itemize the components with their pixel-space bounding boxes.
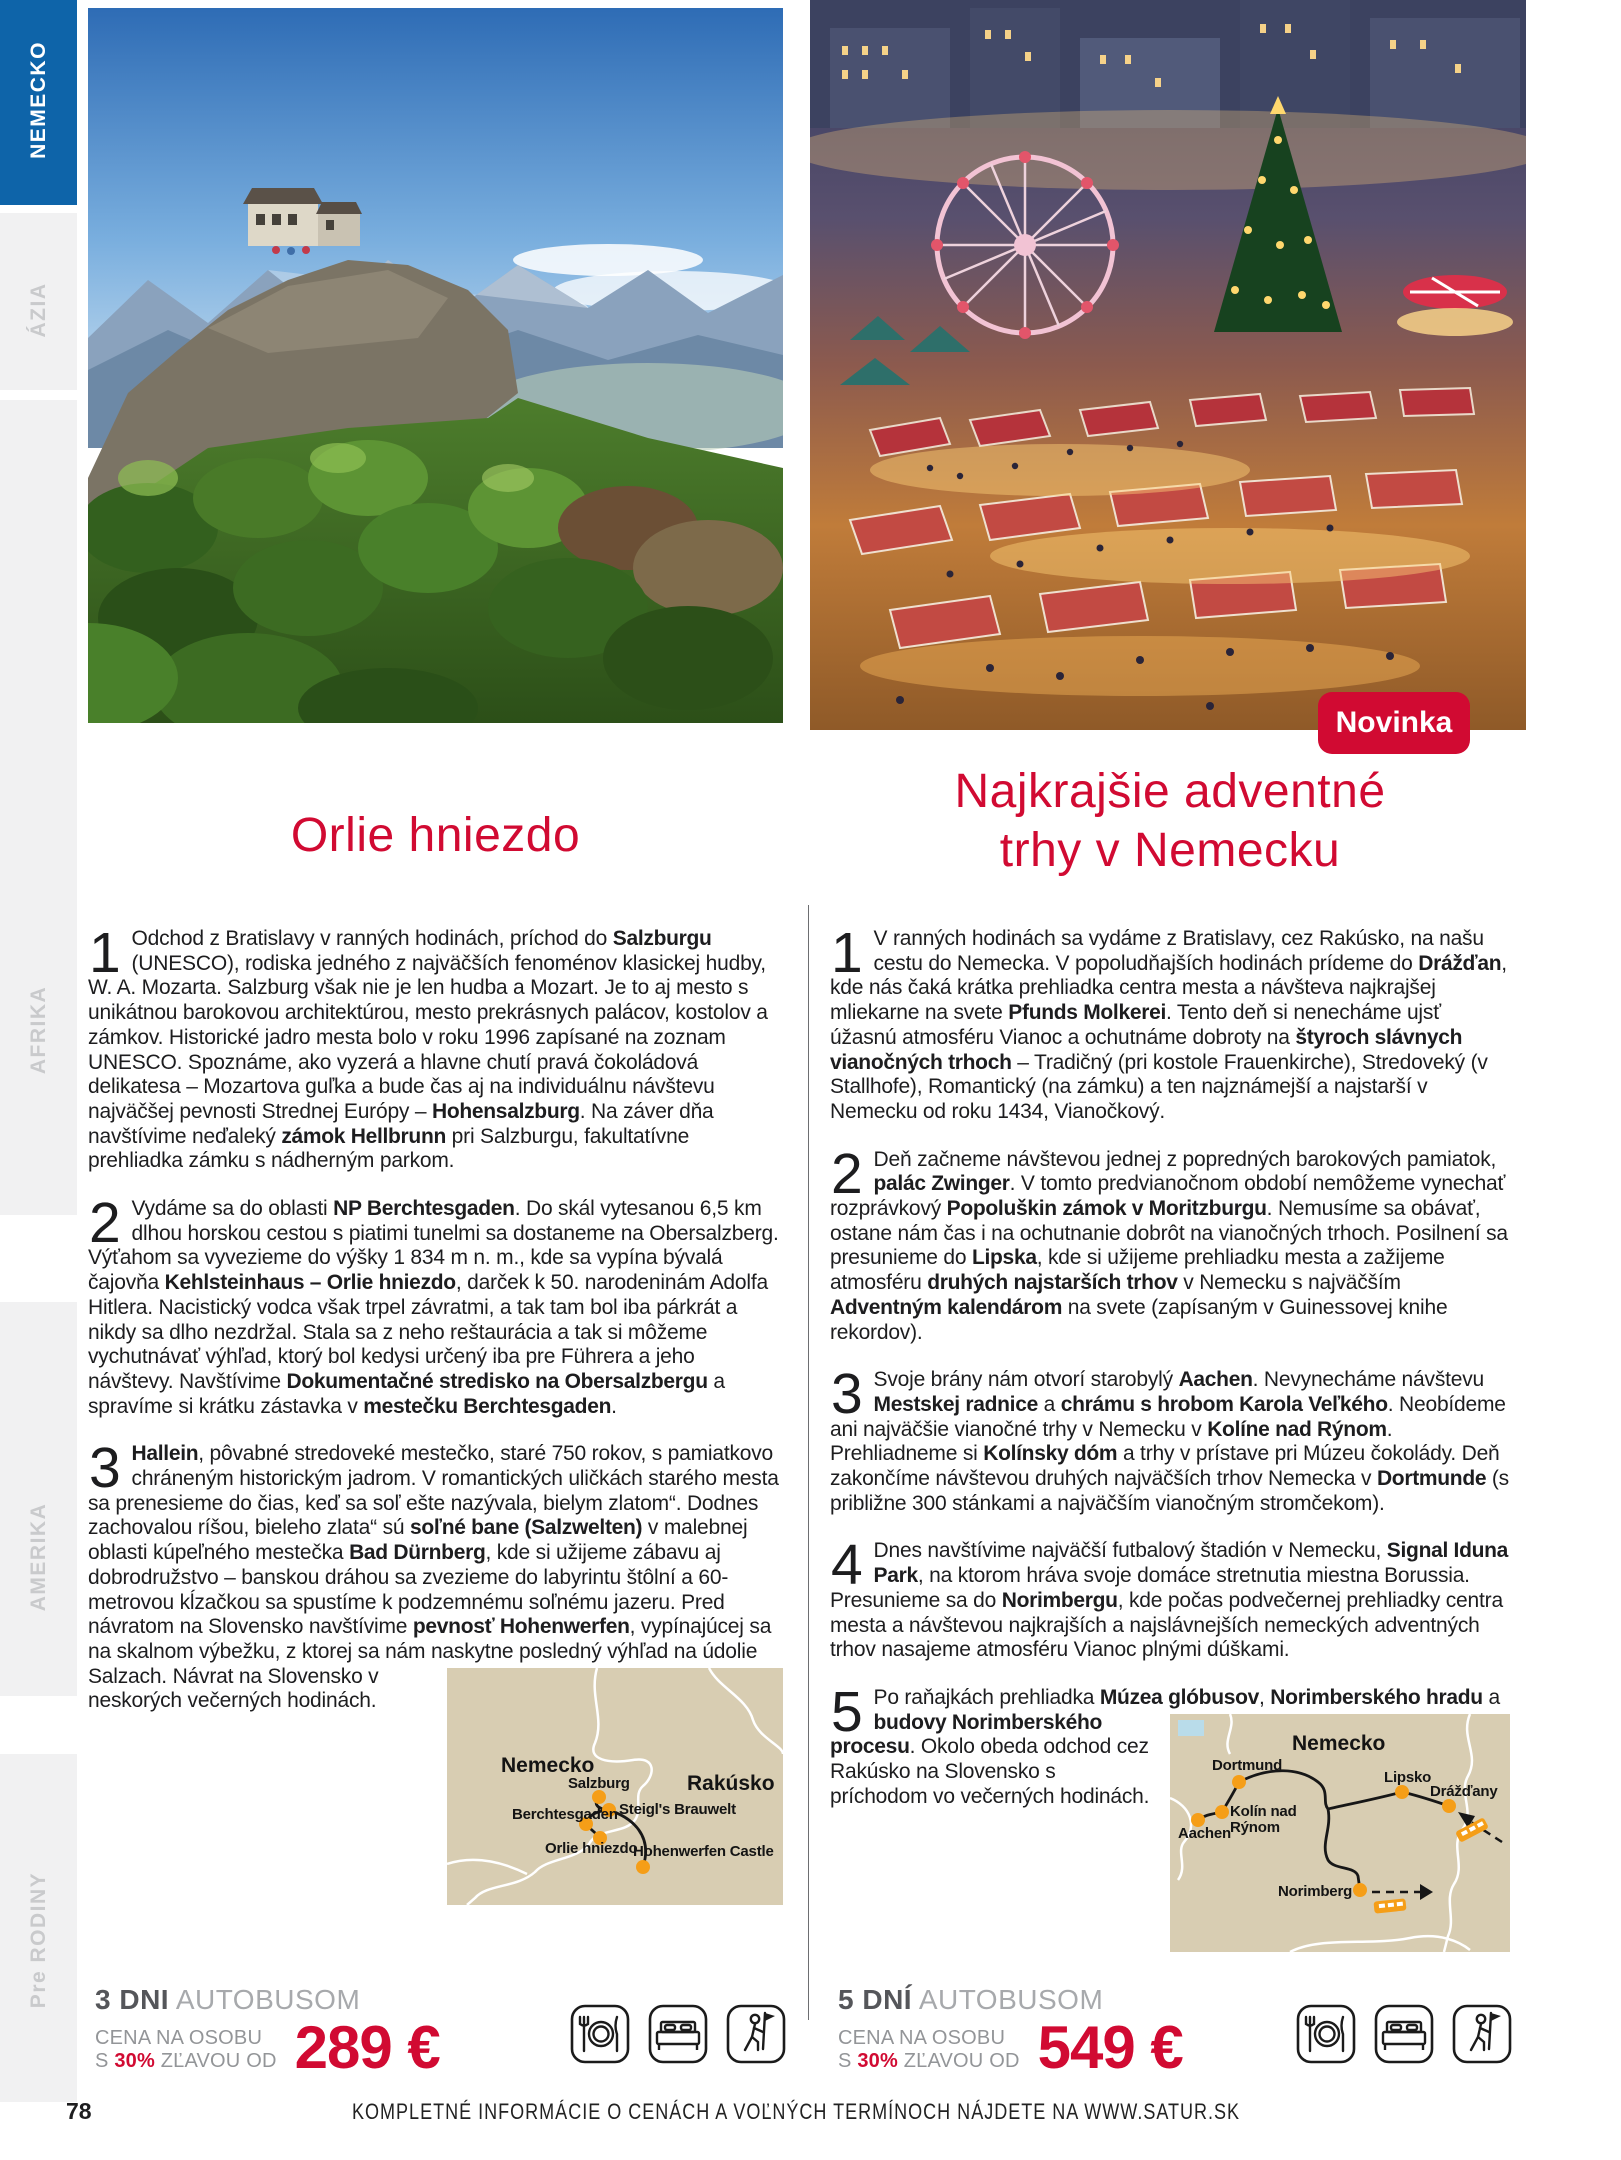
price-amount: 549 € <box>1037 2014 1183 2081</box>
map-city-label: Norimberg <box>1278 1882 1353 1900</box>
day-text: Svoje brány nám otvorí starobylý Aachen. Nevynecháme návštevu Mestskej radnice a chrámu s hrobom Karola Veľkého. Neobídeme ani najväčšie vianočné trhy v Nemecku v Kolíne nad Rýnom. Prehliadneme si Kolínsky dóm a trhy v prístave pri Múzeu čokolády. Deň zakončíme návštevou druhých najväčších trhov Nemecka v Dortmunde (s približne 300 stánkami a najväčším vianočným stromčekom). <box>830 1368 1509 1515</box>
map-city-label: Lipsko <box>1384 1768 1432 1786</box>
right-price-block <box>838 2014 1183 2081</box>
route-map-adventne-trhy <box>1170 1714 1510 1952</box>
day-number: 4 <box>831 1533 863 1598</box>
sidebar-tab-label: Pre RODINY <box>26 1871 50 2009</box>
right-service-icons <box>1296 2004 1512 2064</box>
discount-value: 30% <box>114 2050 155 2072</box>
duration-days: 5 DNÍ <box>838 1984 913 2015</box>
column-divider <box>808 905 809 2020</box>
duration-days: 3 DNI <box>95 1984 170 2015</box>
restaurant-icon <box>570 2004 630 2064</box>
map-city-label: Kolín nad Rýnom <box>1230 1802 1297 1836</box>
itinerary-day-1 <box>830 921 1510 1125</box>
map-city-label: Steigl's Brauwelt <box>619 1800 736 1818</box>
day-number: 1 <box>89 921 121 985</box>
price-amount: 289 € <box>294 2014 440 2081</box>
day-text: údolie Salzach. Návrat na Slovensko v neskorých večerných hodinách. <box>88 1639 758 1713</box>
itinerary-day-4 <box>830 1533 1510 1663</box>
sidebar-tab-label: ÁZIA <box>26 282 50 338</box>
itinerary-day-1 <box>88 921 783 1174</box>
day-text: Dnes navštívime najväčší futbalový štadión v Nemecku, Signal Iduna Park, na ktorom hráva svoje domáce stretnutia miestna Borussia. Presunieme sa do Norimbergu, kde počas podvečernej prehliadky centra mesta a návštevou najkrajších a najslávnejších nemeckých adventných trhov nasajeme atmosféru Vianoc plnými dúškami. <box>830 1539 1509 1662</box>
map-city-label: Aachen <box>1178 1824 1231 1842</box>
price-labels <box>95 2018 277 2073</box>
restaurant-icon <box>1296 2004 1356 2064</box>
map-city-label: Orlie hniezdo <box>545 1839 638 1857</box>
left-duration <box>95 1984 360 2016</box>
map-city-label: Drážďany <box>1430 1782 1498 1800</box>
itinerary-day-3 <box>830 1362 1510 1516</box>
sidebar-tab-pre-rodiny[interactable] <box>0 1754 77 2102</box>
map-region-label: Rakúsko <box>687 1771 775 1795</box>
bed-icon <box>1374 2004 1434 2064</box>
sidebar-tab-nemecko[interactable] <box>0 0 77 205</box>
day-text: a budovy Norimberského procesu. Okolo obeda odchod cez Rakúsko na Slovensko s príchodom vo večerných hodinách. <box>830 1685 1500 1808</box>
christmas-market-photo <box>810 0 1526 730</box>
itinerary-day-2 <box>830 1141 1510 1346</box>
hiking-guide-icon <box>726 2004 786 2064</box>
left-itinerary <box>88 921 783 1905</box>
day-number: 2 <box>831 1141 863 1206</box>
map-region-label: Nemecko <box>501 1753 595 1777</box>
day-number: 3 <box>89 1436 121 1501</box>
itinerary-day-5 <box>830 1679 1510 1900</box>
page-number: 78 <box>66 2098 92 2124</box>
price-label-line2: S 30% ZĽAVOU OD <box>95 2050 277 2072</box>
day-number: 3 <box>831 1362 863 1427</box>
right-itinerary <box>830 921 1510 1952</box>
novinka-badge <box>1318 692 1470 754</box>
right-tour-title-line1: Najkrajšie adventné <box>954 765 1386 818</box>
duration-transport: AUTOBUSOM <box>918 1984 1104 2015</box>
sidebar-tab-azia[interactable] <box>0 213 77 390</box>
right-tour-title <box>830 762 1510 880</box>
day-text: Hallein, pôvabné stredoveké mestečko, staré 750 rokov, s pamiatkovo chráneným historickým jadrom. V romantických uličkách starého mesta sa prenesieme do čias, keď sa soľ ešte nazývala, bielym zlatom“. Dodnes zachovalou ríšou, bieleho zlata“ sú soľné bane (Salzwelten) v malebnej oblasti kúpeľného mestečka Bad Dürnberg, kde si užijeme zábavu aj dobrodružstvo – banskou dráhou sa zvezieme do labyrintu štôlní a 60-metrovou kĺzačkou sa spustíme k podzemnému soľnému jazeru. Pred návratom na Slovensko navštívime pevnosť Hohenwerfen, vypínajúcej sa na skalnom výbežku, z ktorej sa nám naskytne posledný výhľad na <box>88 1442 779 1663</box>
price-label-line2: S 30% ZĽAVOU OD <box>838 2050 1020 2072</box>
day-number: 5 <box>831 1679 863 1744</box>
route-map-orlie-hniezdo <box>447 1668 783 1905</box>
day-text: Po raňajkách prehliadka Múzea glóbusov, Norimberského hradu <box>873 1685 1483 1709</box>
sidebar-tab-label: NEMECKO <box>26 41 50 159</box>
day-text: Deň začneme návštevou jednej z popredných barokových pamiatok, palác Zwinger. V tomto predvianočnom období nemôžeme vynechať rozprávkový Popoluškin zámok v Moritzburgu. Nemusíme sa obávať, ostane nám čas i na ochutnanie dobrôt na vianočných trhoch. Posilnení sa presunieme do Lipska, kde si užijeme prehliadku mesta a zažijeme atmosféru druhých najstarších trhov v Nemecku s najväčším Adventným kalendárom na svete (zapísaným v Guinessovej knihe rekordov). <box>830 1147 1508 1344</box>
map-region-label: Nemecko <box>1292 1731 1386 1755</box>
sidebar-tab-amerika[interactable] <box>0 1302 77 1696</box>
day-text: Odchod z Bratislavy v ranných hodinách, príchod do Salzburgu (UNESCO), rodiska jedného z najväčších fenoménov klasickej hudby, W. A. Mozarta. Salzburg však nie je len hudba a Mozart. Je to aj mesto s unikátnou barokovou architektúrou, mesto prekrásnych palácov, kostolov a zámkov. Historické jadro mesta bolo v roku 1996 zapísané na zoznam UNESCO. Spoznáme, ako vyzerá a hlavne chutí pravá čokoládová delikatesa – Mozartova guľka a bude čas aj na individuálnu návštevu najväčšej pevnosti Strednej Európy – Hohensalzburg. Na záver dňa navštívime neďaleký zámok Hellbrunn pri Salzburgu, fakultatívne prehliadka zámku s nádherným parkom. <box>88 927 768 1173</box>
day-text: V ranných hodinách sa vydáme z Bratislavy, cez Rakúsko, na našu cestu do Nemecka. V popoludňajších hodinách prídeme do Drážďan, kde nás čaká krátka prehliadka centra mesta a návšteva najkrajšej mliekarne na svete Pfunds Molkerei. Tento deň si nenecháme ujsť úžasnú atmosféru Vianoc a ochutnáme dobroty na štyroch slávnych vianočných trhoch – Tradičný (pri kostole Frauenkirche), Stredoveký (v Stallhofe), Romantický (na zámku) a ten najznámejší a najstarší v Nemecku od roku 1434, Vianočkový. <box>830 927 1507 1123</box>
itinerary-day-3 <box>88 1436 783 1860</box>
footer-note: KOMPLETNÉ INFORMÁCIE O CENÁCH A VOĽNÝCH TERMÍNOCH NÁJDETE NA WWW.SATUR.SK <box>352 2099 1241 2124</box>
day-number: 1 <box>831 921 863 985</box>
discount-value: 30% <box>857 2050 898 2072</box>
bed-icon <box>648 2004 708 2064</box>
map-city-label: Salzburg <box>568 1774 630 1792</box>
map-city-label: Hohenwerfen Castle <box>633 1842 774 1860</box>
left-service-icons <box>570 2004 786 2064</box>
itinerary-day-2 <box>88 1191 783 1419</box>
map-city-label: Dortmund <box>1212 1756 1283 1774</box>
map-city-label: Berchtesgaden <box>512 1805 618 1823</box>
price-label-line1: CENA NA OSOBU <box>838 2027 1006 2049</box>
sidebar-tab-label: AMERIKA <box>26 1502 50 1612</box>
price-labels <box>838 2018 1020 2073</box>
day-number: 2 <box>89 1191 121 1256</box>
eagles-nest-photo <box>88 8 783 723</box>
duration-transport: AUTOBUSOM <box>175 1984 361 2015</box>
hiking-guide-icon <box>1452 2004 1512 2064</box>
novinka-badge-label: Novinka <box>1335 706 1453 739</box>
left-price-block <box>95 2014 440 2081</box>
right-tour-title-line2: trhy v Nemecku <box>999 824 1341 877</box>
right-duration <box>838 1984 1103 2016</box>
left-tour-title: Orlie hniezdo <box>290 809 581 862</box>
sidebar-tab-label: AFRIKA <box>26 985 50 1075</box>
day-text: Vydáme sa do oblasti NP Berchtesgaden. Do skál vytesanou 6,5 km dlhou horskou cestou s piatimi tunelmi sa dostaneme na Obersalzberg. Výťahom sa vyvezieme do výšky 1 834 m n. m., kde sa vypína bývalá čajovňa Kehlsteinhaus – Orlie hniezdo, darček k 50. narodeninám Adolfa Hitlera. Nacistický vodca však trpel závratmi, a tak tam bol iba párkrát a nikdy sa dlho nezdržal. Stala sa z neho reštaurácia a tak si môžeme vychutnávať výhľad, ktorý bol kedysi určený iba pre Führera a jeho návštevy. Navštívime Dokumentačné stredisko na Obersalzbergu a spravíme si krátku zástavka v mestečku Berchtesgaden. <box>88 1197 779 1418</box>
sidebar-tab-afrika[interactable] <box>0 400 77 1215</box>
price-label-line1: CENA NA OSOBU <box>95 2027 263 2049</box>
